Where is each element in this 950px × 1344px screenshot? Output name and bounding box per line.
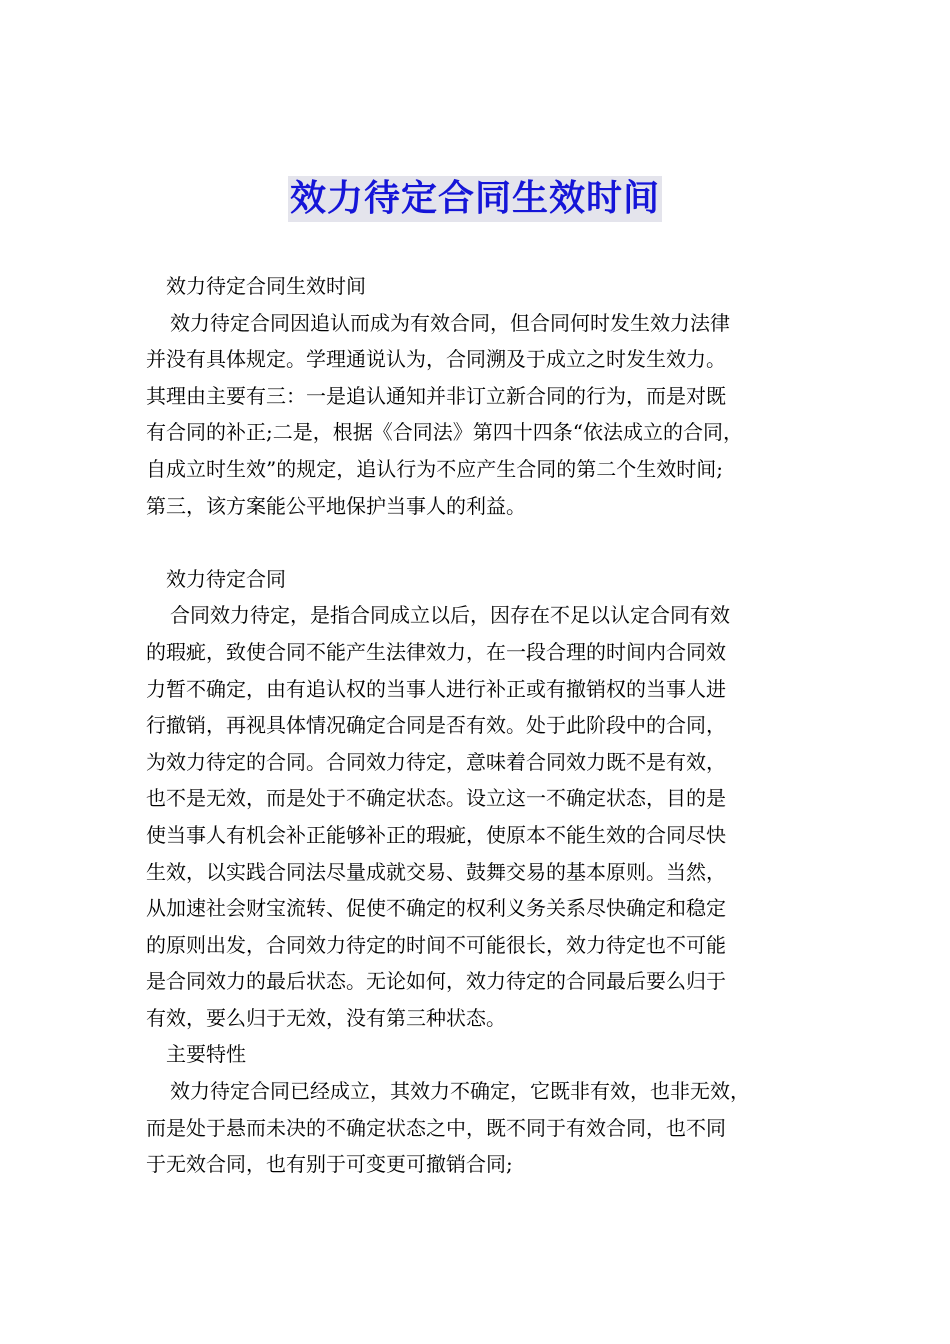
paragraph-line: 第三，该方案能公平地保护当事人的利益。 (146, 493, 526, 518)
section-heading-main-features: 主要特性 (166, 1042, 246, 1067)
paragraph-line: 效力待定合同因追认而成为有效合同，但合同何时发生效力法律 (170, 310, 730, 335)
paragraph-line: 效力待定合同已经成立，其效力不确定，它既非有效，也非无效， (170, 1079, 750, 1104)
section-heading-pending-contract: 效力待定合同 (166, 566, 286, 591)
paragraph-line: 有效，要么归于无效，没有第三种状态。 (146, 1005, 506, 1030)
paragraph-line: 是合同效力的最后状态。无论如何，效力待定的合同最后要么归于 (146, 969, 726, 994)
blank-line (146, 524, 826, 561)
paragraph-line: 有合同的补正;二是，根据《合同法》第四十四条“依法成立的合同， (146, 420, 743, 445)
paragraph-line: 合同效力待定，是指合同成立以后，因存在不足以认定合同有效 (170, 603, 730, 628)
paragraph-line: 也不是无效，而是处于不确定状态。设立这一不确定状态，目的是 (146, 786, 726, 811)
paragraph-line: 生效，以实践合同法尽量成就交易、鼓舞交易的基本原则。当然， (146, 859, 726, 884)
paragraph-line: 并没有具体规定。学理通说认为，合同溯及于成立之时发生效力。 (146, 347, 726, 372)
paragraph-line: 的原则出发，合同效力待定的时间不可能很长，效力待定也不可能 (146, 932, 726, 957)
paragraph-line: 自成立时生效”的规定，追认行为不应产生合同的第二个生效时间; (146, 456, 723, 481)
paragraph-line: 为效力待定的合同。合同效力待定，意味着合同效力既不是有效， (146, 749, 726, 774)
paragraph-line: 从加速社会财宝流转、促使不确定的权利义务关系尽快确定和稳定 (146, 896, 726, 921)
paragraph-line: 的瑕疵，致使合同不能产生法律效力，在一段合理的时间内合同效 (146, 639, 726, 664)
paragraph-line: 行撤销，再视具体情况确定合同是否有效。处于此阶段中的合同， (146, 713, 726, 738)
paragraph-line: 于无效合同，也有别于可变更可撤销合同; (146, 1152, 513, 1177)
title-container (0, 176, 950, 222)
paragraph-line: 使当事人有机会补正能够补正的瑕疵，使原本不能生效的合同尽快 (146, 822, 726, 847)
paragraph-line: 力暂不确定，由有追认权的当事人进行补正或有撤销权的当事人进 (146, 676, 726, 701)
paragraph-line: 其理由主要有三：一是追认通知并非订立新合同的行为，而是对既 (146, 383, 726, 408)
paragraph-line: 而是处于悬而未决的不确定状态之中，既不同于有效合同，也不同 (146, 1115, 726, 1140)
document-title: 效力待定合同生效时间 (288, 176, 662, 222)
section-heading-effective-time: 效力待定合同生效时间 (166, 274, 366, 298)
document-body (146, 268, 826, 1183)
